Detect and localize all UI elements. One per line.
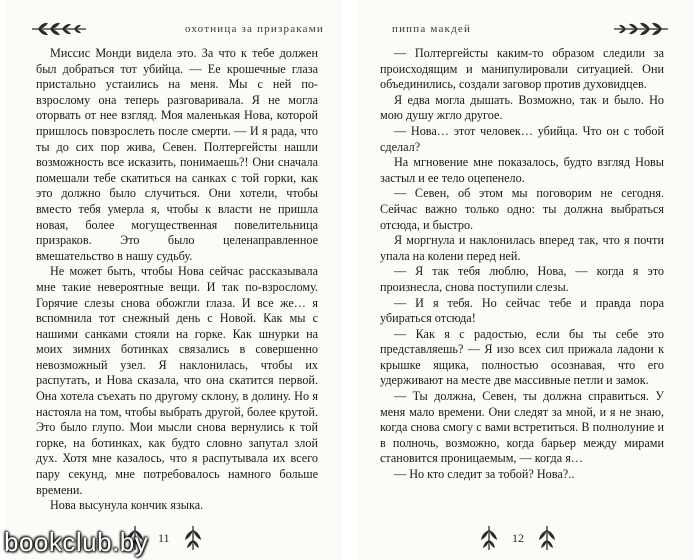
left-page-body	[36, 46, 318, 514]
left-page	[6, 0, 342, 560]
laurel-sprig-icon	[28, 19, 90, 39]
paragraph: — Я так тебя люблю, Нова, — когда я это произнесла, снова поступили слезы.	[380, 264, 664, 294]
page-number: 11	[158, 530, 170, 545]
right-page-body	[380, 46, 664, 483]
right-running-head	[374, 14, 672, 44]
fleuron-icon	[478, 524, 500, 552]
fleuron-icon	[182, 524, 204, 552]
paragraph: Я моргнула и наклонилась вперед так, что я почти упала на колени перед ней.	[380, 233, 664, 263]
left-running-head	[28, 14, 324, 44]
paragraph: — Полтергейсты каким-то образом следили за происходящим и манипулировали ситуацией. Они объединились, создали заговор против духовидцев.	[380, 46, 664, 92]
right-page	[358, 0, 694, 560]
fleuron-icon	[536, 524, 558, 552]
paragraph: — Ты должна, Севен, ты должна справиться. У меня мало времени. Они следят за мной, и я не знаю, когда снова смогу с вами встретиться. В полнолуние и в полночь, возможно, когда барьер между мирами становится проницаемым, — когда я…	[380, 389, 664, 466]
paragraph: Нова высунула кончик языка.	[50, 498, 204, 513]
site-watermark: bookclub.by	[4, 527, 149, 557]
running-head-text: пиппа макдей	[392, 23, 472, 35]
paragraph: На мгновение мне показалось, будто взгляд Новы застыл и ее тело оцепенело.	[380, 155, 664, 185]
laurel-sprig-icon	[610, 19, 672, 39]
paragraph: Миссис Монди видела это. За что к тебе должен был добраться тот убийца. — Ее крошечные глаза пристально устаились на меня. Мы с ней по-взрослому она теперь разговаривала. Я не могла оторвать от нее взгляд. Моя маленькая Нова, которой пришлось повзрослеть после смерти. — И я рада, что ты до сих пор жива, Севен. Полтергейсты нашли возможность все исказить, понимаешь?! Они сначала помешали тебе скатиться на санках с той горки, как это должно было случиться. Они хотели, чтобы вместо тебя умерла я, чтобы к власти не пришла новая, более могущественная повелительница призраков. Это было целенаправленное вмешательство в нашу судьбу.	[36, 46, 318, 263]
paragraph: Я едва могла дышать. Возможно, так и было. Но мою душу жгло другое.	[380, 92, 664, 123]
page-number: 12	[512, 530, 524, 545]
paragraph: — Как я с радостью, если бы ты себе это представляешь? — Я изо всех сил прижала ладони к крышке ящика, полностью осознавая, что его удерживают на месте две массивные петли и замок.	[380, 326, 664, 388]
paragraph: — Но кто следит за тобой? Нова?..	[394, 467, 575, 482]
paragraph: — Нова… этот человек… убийца. Что он с тобой сделал?	[380, 123, 664, 154]
right-folio	[478, 524, 558, 552]
page-gutter	[342, 0, 358, 560]
paragraph: — И я тебя. Но сейчас тебе и правда пора убираться отсюда!	[380, 295, 664, 326]
paragraph: Не может быть, чтобы Нова сейчас рассказывала мне такие невероятные вещи. И так по-взрослому. Горячие слезы снова обожгли глаза. И все же… я вспомнила тот снежный день с Новой. Как мы с нашими санками стояли на горке. Как шнурки на моих зимних ботинках связались в совершенно невозможный узел. Я наклонилась, чтобы их распутать, и Нова сказала, что она скатится первой. Она хотела съехать по другому склону, в долину. Но я настояла на том, чтобы выбрать другой, более крутой. Это было глупо. Мои мысли снова вернулись к той горке, на ботинках, как будто словно запутал злой дух. Хотя мне казалось, что я распутывала их всего пару секунд, мне потребовалось намного больше времени.	[36, 264, 318, 497]
running-head-text: охотница за призраками	[184, 23, 324, 35]
paragraph: — Севен, об этом мы поговорим не сегодня. Сейчас важно только одно: ты должна выбраться отсюда, и быстро.	[380, 186, 664, 232]
